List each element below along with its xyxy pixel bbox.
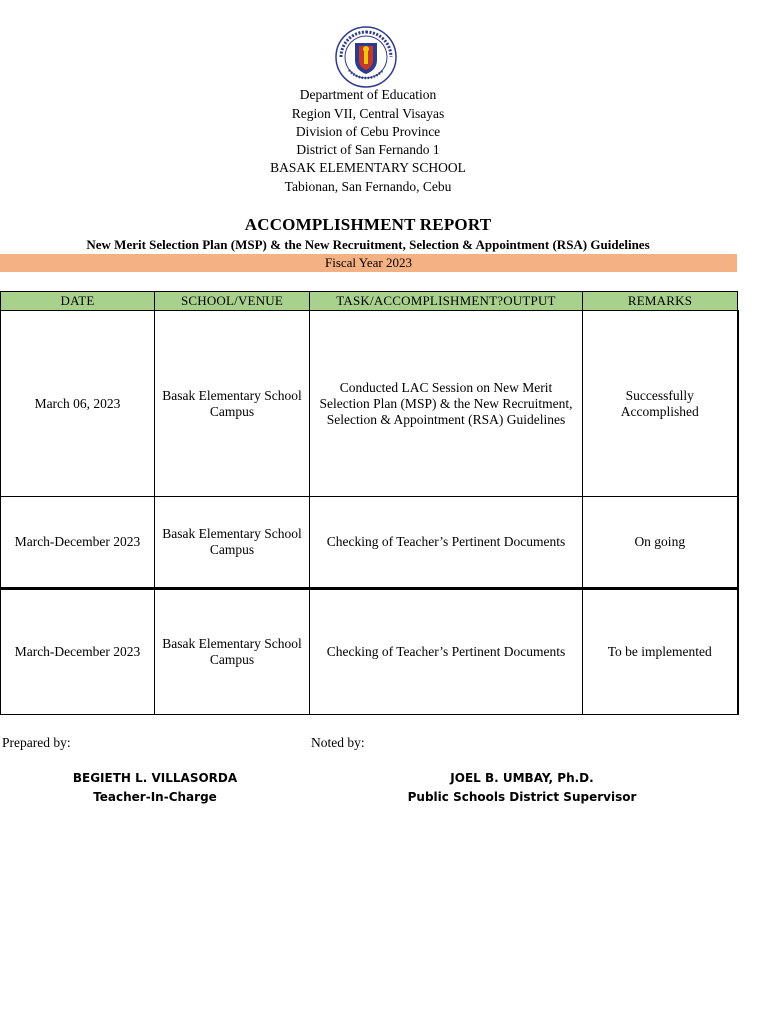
- cell-remarks: On going: [583, 497, 738, 589]
- fiscal-year-bar: Fiscal Year 2023: [0, 254, 737, 272]
- cell-venue: Basak Elementary School Campus: [155, 311, 310, 497]
- prepared-by-label: Prepared by:: [2, 735, 71, 750]
- cell-task: Conducted LAC Session on New Merit Selection Plan (MSP) & the New Recruitment, Selection & Appointment (RSA) Guidelines: [310, 311, 583, 497]
- cell-date: March-December 2023: [1, 589, 155, 715]
- cell-venue: Basak Elementary School Campus: [155, 589, 310, 715]
- accomplishment-table: [0, 291, 739, 715]
- header-line-school: BASAK ELEMENTARY SCHOOL: [270, 160, 466, 175]
- header-line-department: Department of Education: [299, 87, 437, 102]
- report-title: ACCOMPLISHMENT REPORT: [244, 215, 492, 234]
- table-row: [1, 497, 738, 589]
- report-subtitle: New Merit Selection Plan (MSP) & the New Recruitment, Selection & Appointment (RSA) Guidelines: [86, 237, 650, 252]
- cell-date: March-December 2023: [1, 497, 155, 589]
- cell-venue: Basak Elementary School Campus: [155, 497, 310, 589]
- header-line-division: Division of Cebu Province: [295, 124, 441, 139]
- table-row: [1, 311, 738, 497]
- noter-position: Public Schools District Supervisor: [407, 790, 637, 804]
- table-row: [1, 589, 738, 715]
- header-line-address: Tabionan, San Fernando, Cebu: [284, 179, 452, 194]
- cell-task: Checking of Teacher’s Pertinent Documents: [310, 497, 583, 589]
- header-line-district: District of San Fernando 1: [296, 142, 440, 157]
- cell-date: March 06, 2023: [1, 311, 155, 497]
- deped-seal-logo: [335, 26, 397, 88]
- column-header-date: DATE: [1, 292, 155, 311]
- cell-remarks: Successfully Accomplished: [583, 311, 738, 497]
- cell-task: Checking of Teacher’s Pertinent Documents: [310, 589, 583, 715]
- column-header-remarks: REMARKS: [583, 292, 738, 311]
- preparer-name: BEGIETH L. VILLASORDA: [72, 771, 238, 785]
- cell-remarks: To be implemented: [583, 589, 738, 715]
- table-header-row: [1, 292, 738, 311]
- column-header-venue: SCHOOL/VENUE: [155, 292, 310, 311]
- column-header-task: TASK/ACCOMPLISHMENT?OUTPUT: [310, 292, 583, 311]
- header-line-region: Region VII, Central Visayas: [291, 106, 445, 121]
- noter-name: JOEL B. UMBAY, Ph.D.: [450, 771, 594, 785]
- noted-by-label: Noted by:: [311, 735, 365, 750]
- preparer-position: Teacher-In-Charge: [93, 790, 217, 804]
